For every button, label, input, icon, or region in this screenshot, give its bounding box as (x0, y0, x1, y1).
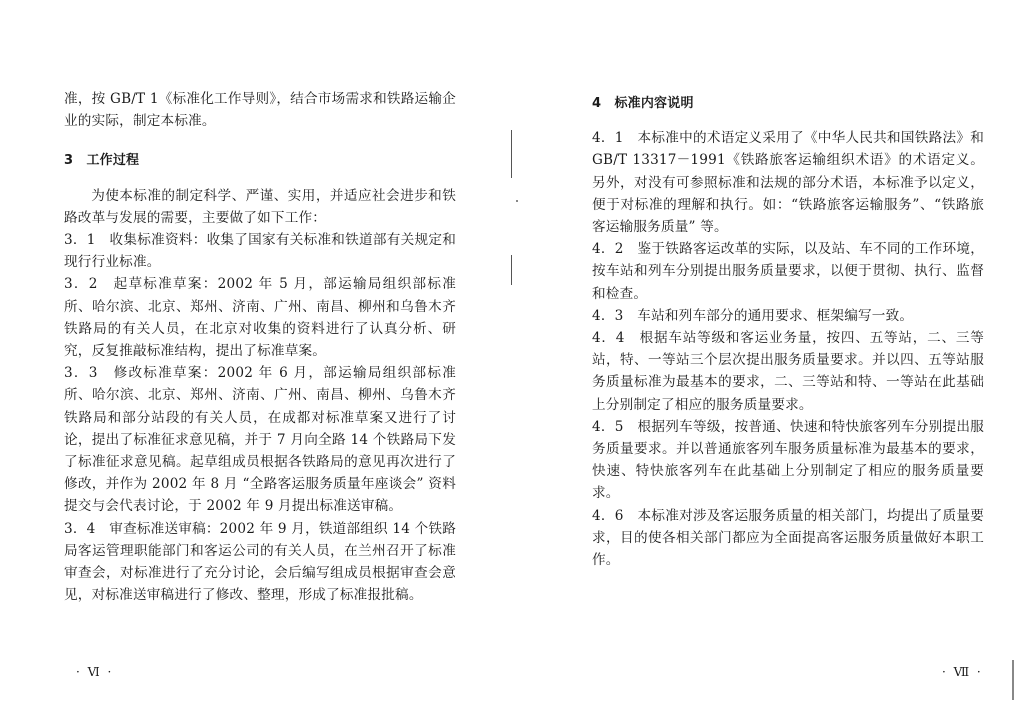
continuation-paragraph: 准，按 GB/T 1《标准化工作导则》，结合市场需求和铁路运输企业的实际，制定本标准。 (64, 91, 456, 130)
intro-paragraph: 为使本标准的制定科学、严谨、实用，并适应社会进步和铁路改革与发展的需要，主要做了如下工作： (64, 187, 456, 226)
clause-4-5: 4．5 根据列车等级，按普通、快速和特快旅客列车分别提出服务质量要求。并以普通旅客列车服务质量标准为最基本的要求，快速、特快旅客列车在此基础上分别制定了相应的服务质量要求。 (592, 418, 984, 502)
left-text-column (64, 88, 456, 606)
clause-3-2: 3．2 起草标准草案：2002 年 5 月，部运输局组织部标准所、哈尔滨、北京、郑州、济南、广州、南昌、柳州和乌鲁木齐铁路局的有关人员，在北京对收集的资料进行了认真分析、研究，反复推敲标准结构，提出了标准草案。 (64, 276, 456, 360)
clause-4-1: 4．1 本标准中的术语定义采用了《中华人民共和国铁路法》和 GB/T 13317－1991《铁路旅客运输组织术语》的术语定义。另外，对没有可参照标准和法规的部分术语，本标准予以定义，便于对标准的理解和执行。如：“铁路旅客运输服务”、“铁路旅客运输服务质量” 等。 (592, 130, 984, 236)
page-number-left: · Ⅵ · (76, 665, 114, 679)
section-heading-3: 3 工作过程 (64, 153, 140, 169)
clause-3-3: 3．3 修改标准草案：2002 年 6 月，部运输局组织部标准所、哈尔滨、北京、郑州、济南、广州、南昌、柳州、乌鲁木齐铁路局和部分站段的有关人员，在成都对标准草案又进行了讨论，提出了标准征求意见稿，并于 7 月向全路 14 个铁路局下发了标准征求意见稿。起草组成员根据各铁路局的意见再次进行了修改，并作为 2002 年 8 月 “全路客运服务质量年座谈会” 资料提交与会代表讨论，于 2002 年 9 月提出标准送审稿。 (64, 365, 456, 515)
section-heading-4: 4 标准内容说明 (592, 96, 694, 111)
page-number-right: · Ⅶ · (942, 665, 983, 679)
clause-4-2: 4．2 鉴于铁路客运改革的实际，以及站、车不同的工作环境，按车站和列车分别提出服务质量要求，以便于贯彻、执行、监督和检查。 (592, 241, 984, 302)
right-page (512, 0, 1024, 723)
clause-3-4: 3．4 审查标准送审稿：2002 年 9 月，铁道部组织 14 个铁路局客运管理职能部门和客运公司的有关人员，在兰州召开了标准审查会，对标准进行了充分讨论，会后编写组成员根据审查会意见，对标准送审稿进行了修改、整理，形成了标准报批稿。 (64, 520, 456, 604)
clause-4-6: 4．6 本标准对涉及客运服务质量的相关部门，均提出了质量要求，目的使各相关部门都应为全面提高客运服务质量做好本职工作。 (592, 507, 984, 569)
right-text-column (592, 93, 984, 571)
clause-3-1: 3．1 收集标准资料：收集了国家有关标准和铁道部有关规定和现行行业标准。 (64, 232, 456, 271)
clause-4-3: 4．3 车站和列车部分的通用要求、框架编写一致。 (592, 307, 914, 324)
clause-4-4: 4．4 根据车站等级和客运业务量，按四、五等站，二、三等站，特、一等站三个层次提出服务质量要求。并以四、五等站服务质量标准为最基本的要求，二、三等站和特、一等站在此基础上分别制定了相应的服务质量要求。 (592, 330, 984, 413)
